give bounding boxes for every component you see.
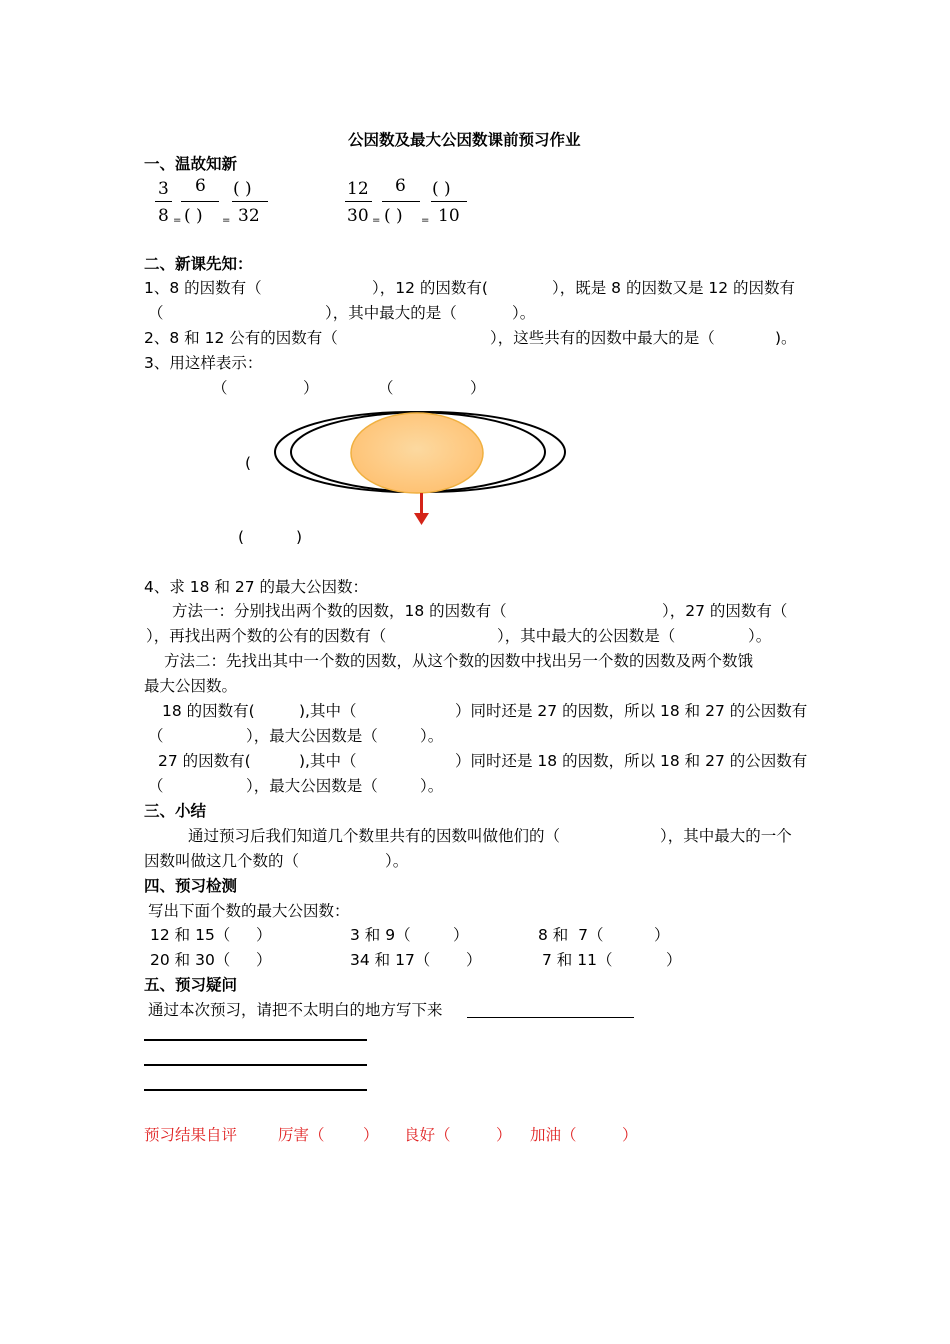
exercise-item: 3 和 9（: [350, 926, 411, 944]
diagram-right-open: （: [378, 379, 394, 397]
answer-line: [467, 1017, 634, 1018]
fraction-denominator-blank: ( ): [384, 206, 403, 226]
diagram-middle-paren: (: [245, 454, 252, 472]
section-5-heading: 五、预习疑问: [144, 976, 238, 994]
m2-a-line1-a: 18 的因数有(: [162, 702, 255, 720]
diagram-right-close: ）: [470, 379, 486, 397]
fraction-bar: [382, 201, 420, 202]
m2-b-line2-b: ），最大公因数是（: [246, 777, 378, 795]
q2-b: ），这些共有的因数中最大的是（: [490, 329, 715, 347]
equals-sign: =: [222, 215, 231, 226]
self-eval-keep-trying-close: ）: [622, 1126, 638, 1144]
fraction-bar: [155, 201, 172, 202]
exercise-item-close: ）: [666, 951, 682, 969]
section-4-heading: 四、预习检测: [144, 877, 238, 895]
diagram-bottom-open: (: [238, 528, 245, 546]
fraction-denominator: 32: [238, 206, 260, 226]
summary-line1-b: ），其中最大的一个: [660, 827, 792, 845]
q2-a: 2、8 和 12 公有的因数有（: [144, 329, 338, 347]
q1-line2-c: ）。: [512, 304, 536, 322]
self-eval-excellent-close: ）: [363, 1126, 379, 1144]
q3: 3、用这样表示：: [144, 354, 263, 372]
fraction-numerator-blank: ( ): [233, 179, 252, 199]
method1-line2-c: ）。: [748, 627, 772, 645]
q1-line1-a: 1、8 的因数有（: [144, 279, 262, 297]
section-1-heading: 一、温故知新: [144, 155, 238, 173]
answer-line: [144, 1039, 367, 1041]
self-eval-good: 良好（: [404, 1126, 451, 1144]
diagram-bottom-close: ): [296, 528, 303, 546]
fraction-denominator: 30: [347, 206, 369, 226]
method2-line1: 方法二：先找出其中一个数的因数，从这个数的因数中找出另一个数的因数及两个数饿: [164, 652, 754, 670]
summary-line2-b: ）。: [385, 852, 409, 870]
exercise-item-close: ）: [654, 926, 670, 944]
m2-b-line2-c: ）。: [420, 777, 444, 795]
q2-c: )。: [775, 329, 797, 347]
method1-line1-b: ），27 的因数有（: [662, 602, 788, 620]
fraction-bar: [232, 201, 268, 202]
exercise-item: 8 和 7（: [538, 926, 604, 944]
fraction-numerator: 12: [347, 179, 369, 199]
q1-line2-b: ），其中最大的是（: [325, 304, 457, 322]
m2-a-line1-b: ),其中（: [299, 702, 357, 720]
fraction-numerator: 6: [395, 176, 406, 196]
exercise-item: 12 和 15（: [150, 926, 231, 944]
fraction-numerator: 6: [195, 176, 206, 196]
check-intro: 写出下面个数的最大公因数：: [148, 902, 350, 920]
answer-line: [144, 1064, 367, 1066]
m2-a-line2-c: ）。: [420, 727, 444, 745]
method1-line1-a: 方法一：分别找出两个数的因数，18 的因数有（: [172, 602, 507, 620]
self-eval-label: 预习结果自评: [144, 1126, 238, 1144]
fraction-bar: [431, 201, 467, 202]
m2-a-line2-a: （: [148, 727, 164, 745]
section-3-heading: 三、小结: [144, 802, 207, 820]
m2-b-line1-a: 27 的因数有(: [158, 752, 251, 770]
fraction-denominator-blank: ( ): [184, 206, 203, 226]
summary-line2-a: 因数叫做这几个数的（: [144, 852, 300, 870]
method1-line2-a: ），再找出两个数的公有的因数有（: [146, 627, 387, 645]
exercise-item-close: ）: [256, 951, 272, 969]
method1-line2-b: ），其中最大的公因数是（: [497, 627, 676, 645]
common-factors-region: [351, 413, 483, 493]
self-eval-good-close: ）: [496, 1126, 512, 1144]
arrow-down-icon: [414, 513, 429, 525]
answer-line: [144, 1089, 367, 1091]
section-2-heading: 二、新课先知：: [144, 255, 253, 273]
summary-line1-a: 通过预习后我们知道几个数里共有的因数叫做他们的（: [188, 827, 561, 845]
exercise-item-close: ）: [256, 926, 272, 944]
m2-b-line1-b: ),其中（: [299, 752, 357, 770]
exercise-item-close: ）: [453, 926, 469, 944]
venn-diagram: [260, 400, 580, 530]
m2-b-line1-c: ）同时还是 18 的因数，所以 18 和 27 的公因数有: [455, 752, 808, 770]
fraction-denominator: 8: [158, 206, 169, 226]
diagram-left-close: ）: [303, 379, 319, 397]
method2-line2: 最大公因数。: [144, 677, 238, 695]
exercise-item: 20 和 30（: [150, 951, 231, 969]
q1-line2-a: （: [148, 304, 164, 322]
page-title: 公因数及最大公因数课前预习作业: [348, 131, 581, 149]
fraction-numerator: 3: [158, 179, 169, 199]
q1-line1-c: ），既是 8 的因数又是 12 的因数有: [552, 279, 796, 297]
diagram-left-open: （: [212, 379, 228, 397]
exercise-item-close: ）: [466, 951, 482, 969]
equals-sign: =: [421, 215, 430, 226]
fraction-numerator-blank: ( ): [432, 179, 451, 199]
equals-sign: =: [372, 215, 381, 226]
m2-a-line1-c: ）同时还是 27 的因数，所以 18 和 27 的公因数有: [455, 702, 808, 720]
self-eval-excellent: 厉害（: [278, 1126, 325, 1144]
q4: 4、求 18 和 27 的最大公因数：: [144, 578, 369, 596]
exercise-item: 34 和 17（: [350, 951, 431, 969]
fraction-bar: [181, 201, 219, 202]
fraction-bar: [345, 201, 372, 202]
self-eval-keep-trying: 加油（: [530, 1126, 577, 1144]
fraction-denominator: 10: [438, 206, 460, 226]
m2-a-line2-b: ），最大公因数是（: [246, 727, 378, 745]
m2-b-line2-a: （: [148, 777, 164, 795]
q1-line1-b: ），12 的因数有(: [372, 279, 488, 297]
exercise-item: 7 和 11（: [542, 951, 613, 969]
question-prompt: 通过本次预习，请把不太明白的地方写下来: [148, 1001, 443, 1019]
equals-sign: =: [173, 215, 182, 226]
